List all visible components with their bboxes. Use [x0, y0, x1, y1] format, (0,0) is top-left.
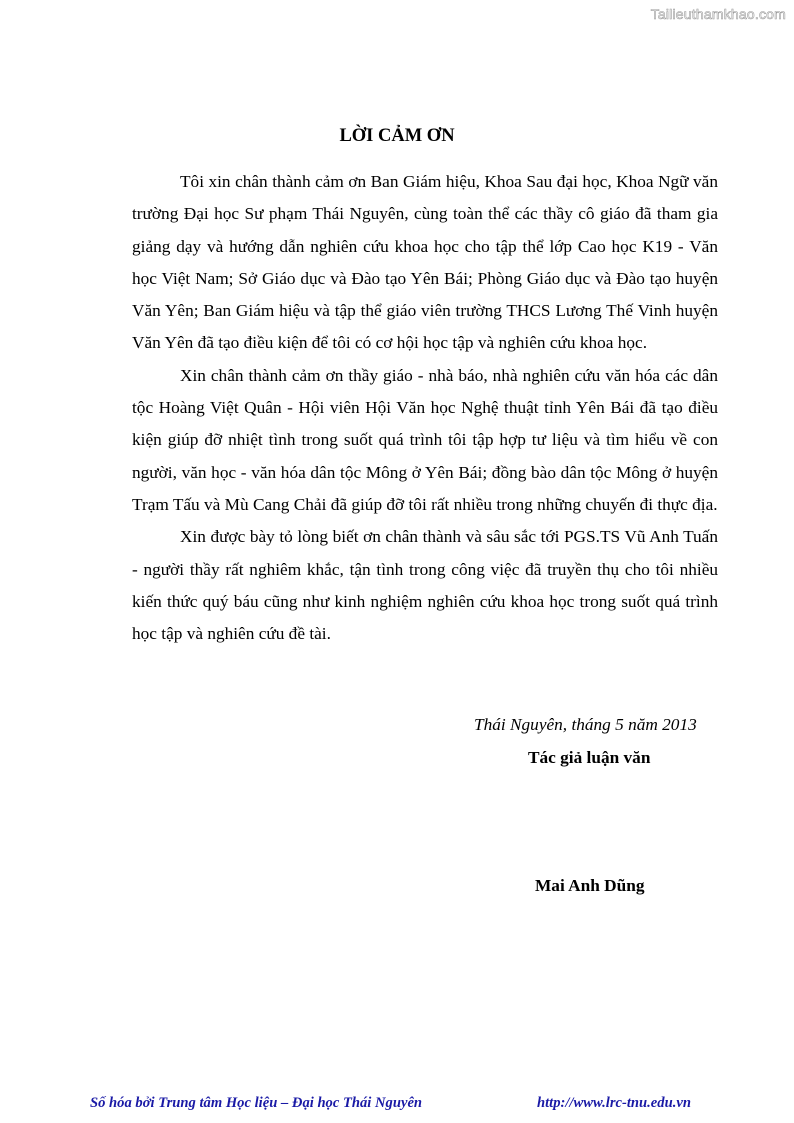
author-name: Mai Anh Dũng — [535, 876, 645, 895]
footer-url: http://www.lrc-tnu.edu.vn — [537, 1095, 691, 1111]
author-role: Tác giả luận văn — [528, 748, 651, 767]
page-title: LỜI CẢM ƠN — [339, 126, 455, 146]
place-date: Thái Nguyên, tháng 5 năm 2013 — [474, 715, 697, 734]
paragraph-3: Xin được bày tỏ lòng biết ơn chân thành và sâu sắc tới PGS.TS Vũ Anh Tuấn - người thầy rất nghiêm khắc, tận tình trong công việc đã truyền thụ cho tôi nhiều kiến thức quý báu cũng như kinh nghiệm nghiên cứu khoa học trong suốt quá trình học tập và nghiên cứu đề tài. — [132, 527, 718, 644]
paragraph-1: Tôi xin chân thành cảm ơn Ban Giám hiệu, Khoa Sau đại học, Khoa Ngữ văn trường Đại học Sư phạm Thái Nguyên, cùng toàn thể các thầy cô giáo đã tham gia giảng dạy và hướng dẫn nghiên cứu khoa học cho tập thể lớp Cao học K19 - Văn học Việt Nam; Sở Giáo dục và Đào tạo Yên Bái; Phòng Giáo dục và Đào tạo huyện Văn Yên; Ban Giám hiệu và tập thể giáo viên trường THCS Lương Thế Vinh huyện Văn Yên đã tạo điều kiện để tôi có cơ hội học tập và nghiên cứu khoa học. — [132, 172, 718, 353]
acknowledgement-body — [132, 166, 718, 650]
footer-digitized-by: Số hóa bởi Trung tâm Học liệu – Đại học Thái Nguyên — [90, 1095, 423, 1111]
watermark-text: Tailieuthamkhao.com — [650, 6, 786, 22]
paragraph-2: Xin chân thành cảm ơn thầy giáo - nhà báo, nhà nghiên cứu văn hóa các dân tộc Hoàng Việt Quân - Hội viên Hội Văn học Nghệ thuật tỉnh Yên Bái đã tạo điều kiện giúp đỡ nhiệt tình trong suốt quá trình tôi tập hợp tư liệu và tìm hiểu về con người, văn học - văn hóa dân tộc Mông ở Yên Bái; đồng bào dân tộc Mông ở huyện Trạm Tấu và Mù Cang Chải đã giúp đỡ tôi rất nhiều trong những chuyến đi thực địa. — [132, 365, 718, 514]
